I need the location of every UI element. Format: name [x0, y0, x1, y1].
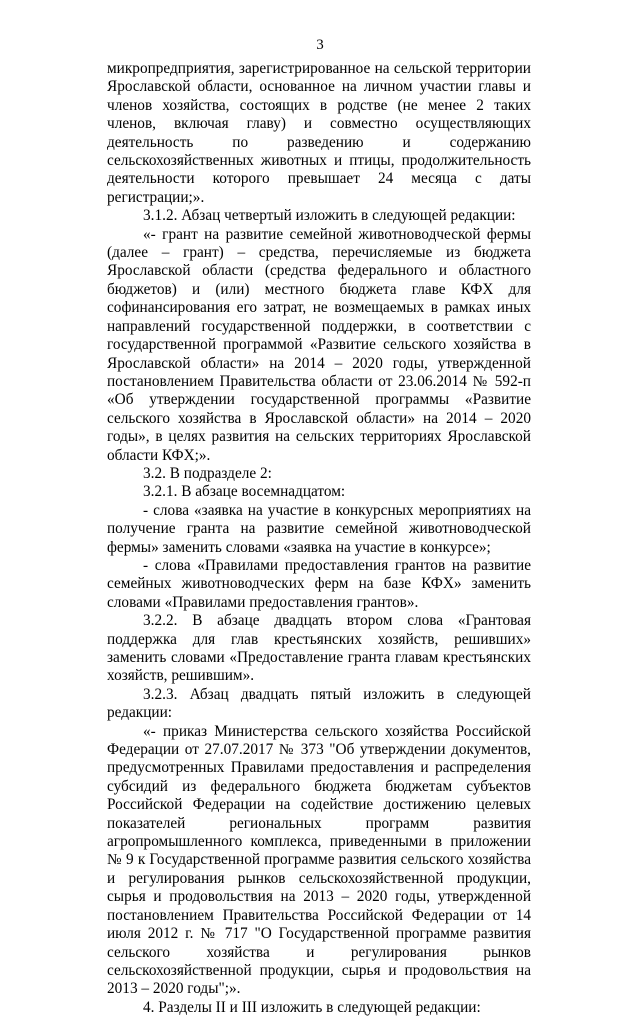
- paragraph-ministry-order: «- приказ Министерства сельского хозяйства Российской Федерации от 27.07.2017 № 373 "Об утверждении документов, предусмотренных Правилами предоставления и распределения субсидий из федерального бюджета бюджетам субъектов Российской Федерации на содействие достижению целевых показателей региональных программ развития агропромышленного комплекса, приведенными в приложении № 9 к Государственной программе развития сельского хозяйства и регулирования рынков сельскохозяйственной продукции, сырья и продовольствия на 2013 – 2020 годы, утвержденной постановлением Правительства Российской Федерации от 14 июля 2012 г. № 717 "О Государственной программе развития сельского хозяйства и регулирования рынков сельскохозяйственной продукции, сырья и продовольствия на 2013 – 2020 годы";».: [107, 722, 531, 998]
- paragraph-replace-rules-words: - слова «Правилами предоставления грантов на развитие семейных животноводческих ферм на базе КФХ» заменить словами «Правилами предоставления грантов».: [107, 556, 531, 611]
- page-number: 3: [316, 37, 324, 53]
- paragraph-3-2-heading: 3.2. В подразделе 2:: [143, 464, 272, 482]
- paragraph-grant-definition: «- грант на развитие семейной животноводческой фермы (далее – грант) – средства, перечисляемые из бюджета Ярославской области (средства федерального и областного бюджетов) и (или) местного бюджета главе КФХ для софинансирования его затрат, не возмещаемых в рамках иных направлений государственной поддержки, в соответствии с государственной программой «Развитие сельского хозяйства в Ярославской области» на 2014 – 2020 годы, утвержденной постановлением Правительства области от 23.06.2014 № 592-п «Об утверждении государственной программы «Развитие сельского хозяйства в Ярославской области» на 2014 – 2020 годы», в целях развития на сельских территориях Ярославской области КФХ;».: [107, 225, 531, 464]
- paragraph-3-2-2: 3.2.2. В абзаце двадцать втором слова «Грантовая поддержка для глав крестьянских хозяйств, решивших» заменить словами «Предоставление гранта главам крестьянских хозяйств, решившим».: [107, 612, 531, 685]
- paragraph-definition-continuation: микропредприятия, зарегистрированное на сельской территории Ярославской области, основанное на личном участии главы и членов хозяйства, состоящих в родстве (не менее 2 таких членов, включая главу) и совместно осуществляющих деятельность по разведению и содержанию сельскохозяйственных животных и птицы, продолжительность деятельности которого превышает 24 месяца с даты регистрации;».: [107, 60, 531, 206]
- paragraph-3-2-1-heading: 3.2.1. В абзаце восемнадцатом:: [143, 483, 346, 501]
- paragraph-replace-application-words: - слова «заявка на участие в конкурсных мероприятиях на получение гранта на развитие семейной животноводческой фермы» заменить словами «заявка на участие в конкурсе»;: [107, 501, 531, 556]
- paragraph-3-1-2-heading: 3.1.2. Абзац четвертый изложить в следующей редакции:: [143, 207, 516, 225]
- document-body: [107, 60, 531, 1017]
- paragraph-4-heading: 4. Разделы II и III изложить в следующей редакции:: [143, 998, 481, 1016]
- paragraph-3-2-3-heading: 3.2.3. Абзац двадцать пятый изложить в следующей редакции:: [107, 685, 531, 722]
